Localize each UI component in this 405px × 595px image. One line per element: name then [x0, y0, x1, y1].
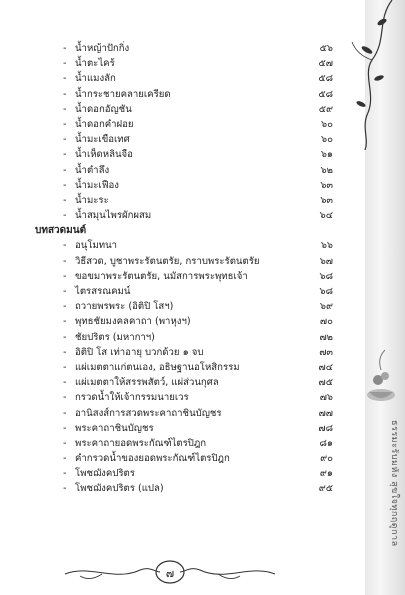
entry-title: วิธีสวด, บูชาพระรัตนตรัย, กราบพระรัตนตรัย: [75, 255, 260, 267]
toc-entry: [35, 481, 333, 496]
entry-page: ๕๘: [318, 88, 333, 100]
sidebar-title: ธรรมะรับมหัง สุขใจทุกฤดูกาล: [389, 420, 399, 547]
toc-entry: [35, 421, 333, 436]
bullet-dash: -: [63, 331, 67, 343]
bullet-dash: -: [63, 286, 67, 297]
entry-title: อิติปิ โส เท่าอายุ บวกด้วย ๑ จบ: [75, 346, 204, 358]
bullet-dash: -: [63, 73, 67, 85]
entry-page: ๕๗: [318, 58, 333, 70]
bullet-dash: -: [63, 301, 67, 313]
entry-title: น้ำดอกอัญชัน: [75, 103, 132, 115]
bullet-dash: -: [63, 134, 67, 146]
entry-title: น้ำมะเขือเทศ: [75, 134, 130, 146]
section-title: บทสวดมนต์: [35, 225, 87, 237]
entry-page: ๗๖: [319, 392, 333, 404]
toc-entry: [35, 238, 333, 253]
toc-entry: [35, 390, 333, 405]
entry-title: ขอขมาพระรัตนตรัย, นมัสการพระพุทธเจ้า: [75, 270, 248, 282]
entry-page: ๖๖: [320, 240, 333, 252]
bullet-dash: -: [63, 149, 67, 161]
entry-title: น้ำสมุนไพรผักผสม: [75, 210, 152, 222]
entry-page: ๘๑: [319, 437, 333, 449]
entry-page: ๕๘: [318, 73, 333, 85]
entry-title: น้ำมะเฟือง: [75, 179, 119, 191]
entry-title: น้ำตำลึง: [75, 164, 110, 176]
bullet-dash: -: [63, 270, 67, 282]
entry-page: ๗๘: [318, 422, 333, 434]
entry-page: ๕๙: [318, 103, 333, 115]
bullet-dash: -: [63, 194, 67, 206]
bullet-dash: -: [63, 483, 67, 495]
entry-title: อานิสงส์การสวดพระคาถาชินบัญชร: [75, 407, 222, 419]
bullet-dash: -: [63, 103, 67, 115]
toc-entry: [35, 208, 333, 223]
entry-title: ถวายพรพระ (อิติปิ โสฯ): [75, 301, 174, 313]
bullet-dash: -: [63, 407, 67, 419]
bullet-dash: -: [63, 361, 67, 373]
section-heading: [35, 223, 333, 238]
toc-entry: [35, 314, 333, 329]
toc-entry: [35, 406, 333, 421]
entry-page: ๖๐: [321, 134, 333, 146]
toc-entry: [35, 345, 333, 360]
toc-entry: [35, 102, 333, 117]
bullet-dash: -: [63, 377, 67, 389]
bullet-dash: -: [63, 88, 67, 100]
bullet-dash: -: [63, 118, 67, 130]
entry-title: อนุโมทนา: [75, 240, 118, 252]
toc-entry: [35, 87, 333, 102]
vine-ornament-icon: [337, 0, 397, 150]
entry-title: โพชฌังคปริตร: [75, 468, 135, 480]
toc-entry: [35, 330, 333, 345]
entry-title: พุทธชัยมงคลคาถา (พาหุงฯ): [75, 316, 191, 328]
entry-title: ไตรสรณคมน์: [75, 286, 131, 297]
page-number: ๗: [165, 567, 175, 580]
toc-entry: [35, 117, 333, 132]
bullet-dash: -: [63, 210, 67, 222]
toc-entry: [35, 147, 333, 162]
toc-entry: [35, 56, 333, 71]
toc-entry: [35, 436, 333, 451]
bullet-dash: -: [63, 179, 67, 191]
bullet-dash: -: [63, 468, 67, 480]
bullet-dash: -: [63, 346, 67, 358]
toc-entry: [35, 466, 333, 481]
toc-entry: [35, 360, 333, 375]
toc-entry: [35, 178, 333, 193]
entry-title: แผ่เมตตาแก่ตนเอง, อธิษฐานอโหสิกรรม: [75, 361, 240, 373]
table-of-contents: [35, 41, 333, 497]
toc-entry: [35, 284, 333, 299]
entry-page: ๖๓: [320, 194, 333, 206]
bullet-dash: -: [63, 316, 67, 328]
entry-title: น้ำกระชายคลายเครียด: [75, 88, 171, 100]
entry-title: แผ่เมตตาให้สรรพสัตว์, แผ่ส่วนกุศล: [75, 377, 219, 389]
entry-title: น้ำเห็ดหลินจือ: [75, 149, 133, 161]
entry-title: น้ำตะไคร้: [75, 58, 115, 70]
toc-entry: [35, 299, 333, 314]
toc-entry: [35, 132, 333, 147]
entry-page: ๗๔: [318, 361, 333, 373]
bullet-dash: -: [63, 43, 67, 54]
entry-title: น้ำมะระ: [75, 194, 109, 206]
entry-title: พระคาถายอดพระกัณฑ์ไตรปิฎก: [75, 437, 207, 449]
bullet-dash: -: [63, 392, 67, 404]
entry-title: น้ำหญ้าปักกิ่ง: [75, 43, 130, 54]
entry-title: น้ำแมงลัก: [75, 73, 116, 85]
bullet-dash: -: [63, 255, 67, 267]
bullet-dash: -: [63, 164, 67, 176]
entry-page: ๗๒: [319, 331, 333, 343]
bullet-dash: -: [63, 453, 67, 465]
toc-entry: [35, 163, 333, 178]
entry-title: โพชฌังคปริตร (แปล): [75, 483, 164, 495]
entry-page: ๖๔: [319, 210, 333, 222]
entry-title: กรวดน้ำให้เจ้ากรรมนายเวร: [75, 392, 189, 404]
bullet-dash: -: [63, 437, 67, 449]
toc-entry: [35, 71, 333, 86]
entry-page: ๗๓: [319, 346, 333, 358]
entry-page: ๗๗: [318, 407, 333, 419]
toc-entry: [35, 269, 333, 284]
entry-page: ๗๐: [319, 316, 333, 328]
toc-entry: [35, 451, 333, 466]
entry-page: ๖๙: [319, 301, 333, 313]
entry-title: น้ำดอกคำฝอย: [75, 118, 134, 130]
entry-page: ๖๒: [320, 164, 333, 176]
entry-page: ๙๐: [320, 453, 333, 465]
toc-entry: [35, 254, 333, 269]
entry-title: ชัยปริตร (มหากาฯ): [75, 331, 155, 343]
entry-page: ๗๕: [318, 377, 333, 389]
bullet-dash: -: [63, 422, 67, 434]
bullet-dash: -: [63, 58, 67, 70]
entry-page: ๕๖: [319, 43, 333, 54]
entry-page: ๖๐: [321, 118, 333, 130]
bullet-dash: -: [63, 240, 67, 252]
toc-entry: [35, 375, 333, 390]
entry-page: ๖๑: [320, 149, 333, 161]
entry-page: ๖๗: [319, 255, 333, 267]
entry-page: ๙๑: [319, 468, 333, 480]
entry-title: คำกรวดน้ำของยอดพระกัณฑ์ไตรปิฎก: [75, 453, 230, 465]
entry-page: ๖๓: [320, 179, 333, 191]
herb-bowl-icon: [365, 340, 397, 410]
toc-entry: [35, 193, 333, 208]
entry-title: พระคาถาชินบัญชร: [75, 422, 154, 434]
entry-page: ๖๘: [319, 270, 333, 282]
toc-entry: [35, 41, 333, 56]
entry-page: ๖๘: [319, 286, 333, 297]
entry-page: ๙๕: [318, 483, 333, 495]
